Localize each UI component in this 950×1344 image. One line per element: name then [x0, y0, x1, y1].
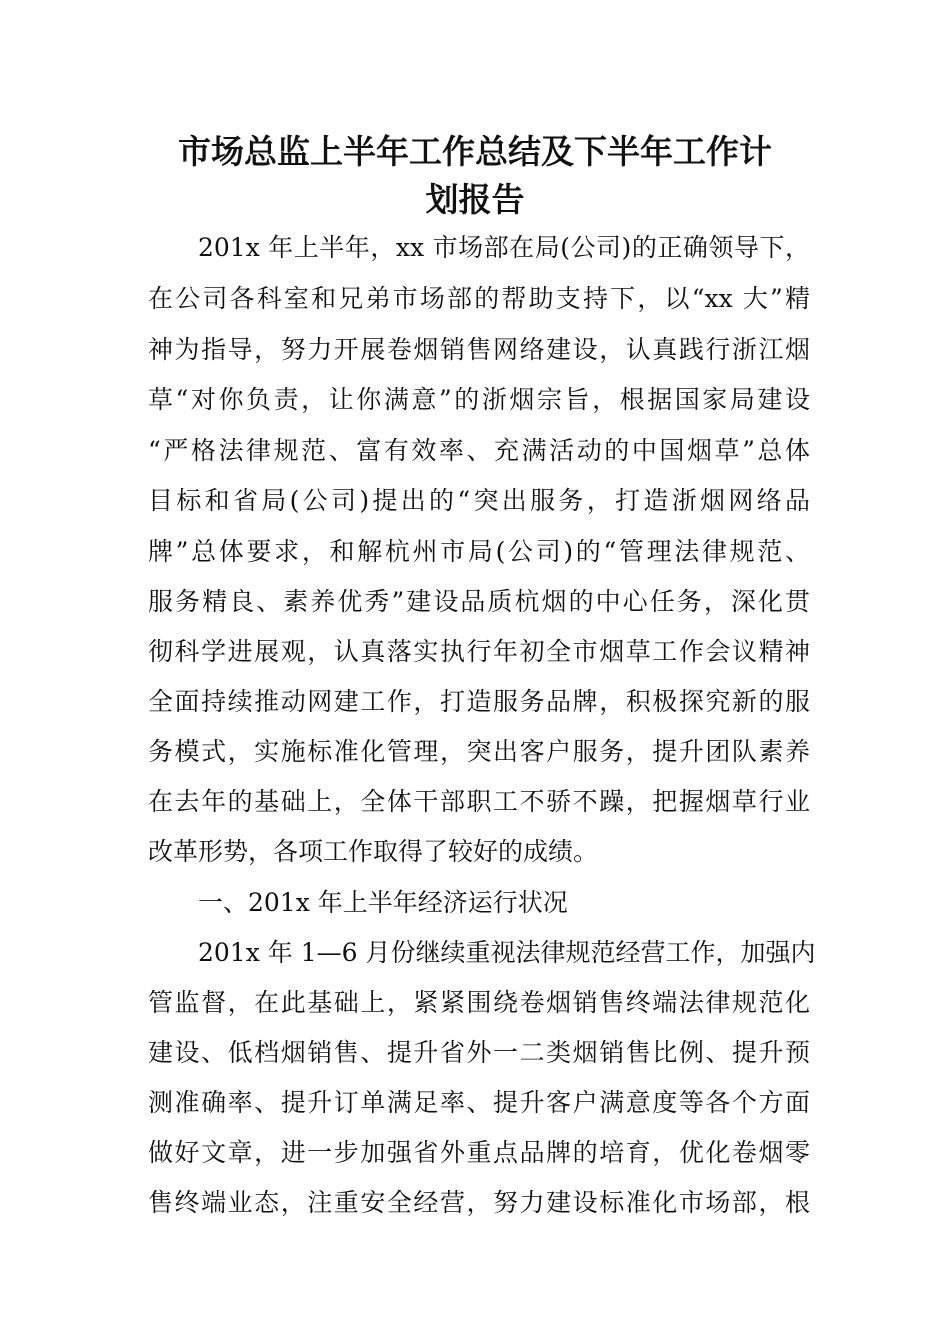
- paragraph-1-line: 全面持续推动网建工作，打造服务品牌，积极探究新的服: [148, 687, 810, 716]
- paragraph-2-line: 售终端业态，注重安全经营，努力建设标准化市场部，根: [148, 1188, 810, 1217]
- paragraph-1-line: 在公司各科室和兄弟市场部的帮助支持下，以“xx 大”精: [148, 284, 810, 313]
- paragraph-1-line: “严格法律规范、富有效率、充满活动的中国烟草”总体: [148, 436, 810, 465]
- document-title-line-1: 市场总监上半年工作总结及下半年工作计: [178, 132, 772, 171]
- paragraph-2-line: 做好文章，进一步加强省外重点品牌的培育，优化卷烟零: [148, 1138, 810, 1167]
- paragraph-1-line: 彻科学进展观，认真落实执行年初全市烟草工作会议精神: [148, 637, 810, 666]
- paragraph-1-line: 在去年的基础上，全体干部职工不骄不躁，把握烟草行业: [148, 787, 810, 816]
- paragraph-1-line: 改革形势，各项工作取得了较好的成绩。: [148, 837, 599, 866]
- paragraph-1-line: 草“对你负责，让你满意”的浙烟宗旨，根据国家局建设: [148, 385, 810, 414]
- paragraph-2-line: 测准确率、提升订单满足率、提升客户满意度等各个方面: [148, 1088, 810, 1117]
- section-heading: 一、201x 年上半年经济运行状况: [198, 888, 568, 917]
- paragraph-1-line: 201x 年上半年，xx 市场部在局(公司)的正确领导下，: [198, 233, 810, 262]
- paragraph-1-line: 服务精良、素养优秀”建设品质杭烟的中心任务，深化贯: [148, 587, 810, 616]
- paragraph-2-line: 建设、低档烟销售、提升省外一二类烟销售比例、提升预: [148, 1038, 810, 1067]
- paragraph-1-line: 神为指导，努力开展卷烟销售网络建设，认真践行浙江烟: [148, 335, 810, 364]
- paragraph-1-line: 务模式，实施标准化管理，突出客户服务，提升团队素养: [148, 737, 810, 766]
- paragraph-1-line: 牌”总体要求，和解杭州市局(公司)的“管理法律规范、: [148, 537, 810, 566]
- paragraph-1-line: 目标和省局(公司)提出的“突出服务，打造浙烟网络品: [148, 486, 810, 515]
- document-title-line-2: 划报告: [425, 180, 525, 219]
- paragraph-2-line: 201x 年 1—6 月份继续重视法律规范经营工作，加强内: [198, 938, 816, 967]
- paragraph-2-line: 管监督，在此基础上，紧紧围绕卷烟销售终端法律规范化: [148, 988, 810, 1017]
